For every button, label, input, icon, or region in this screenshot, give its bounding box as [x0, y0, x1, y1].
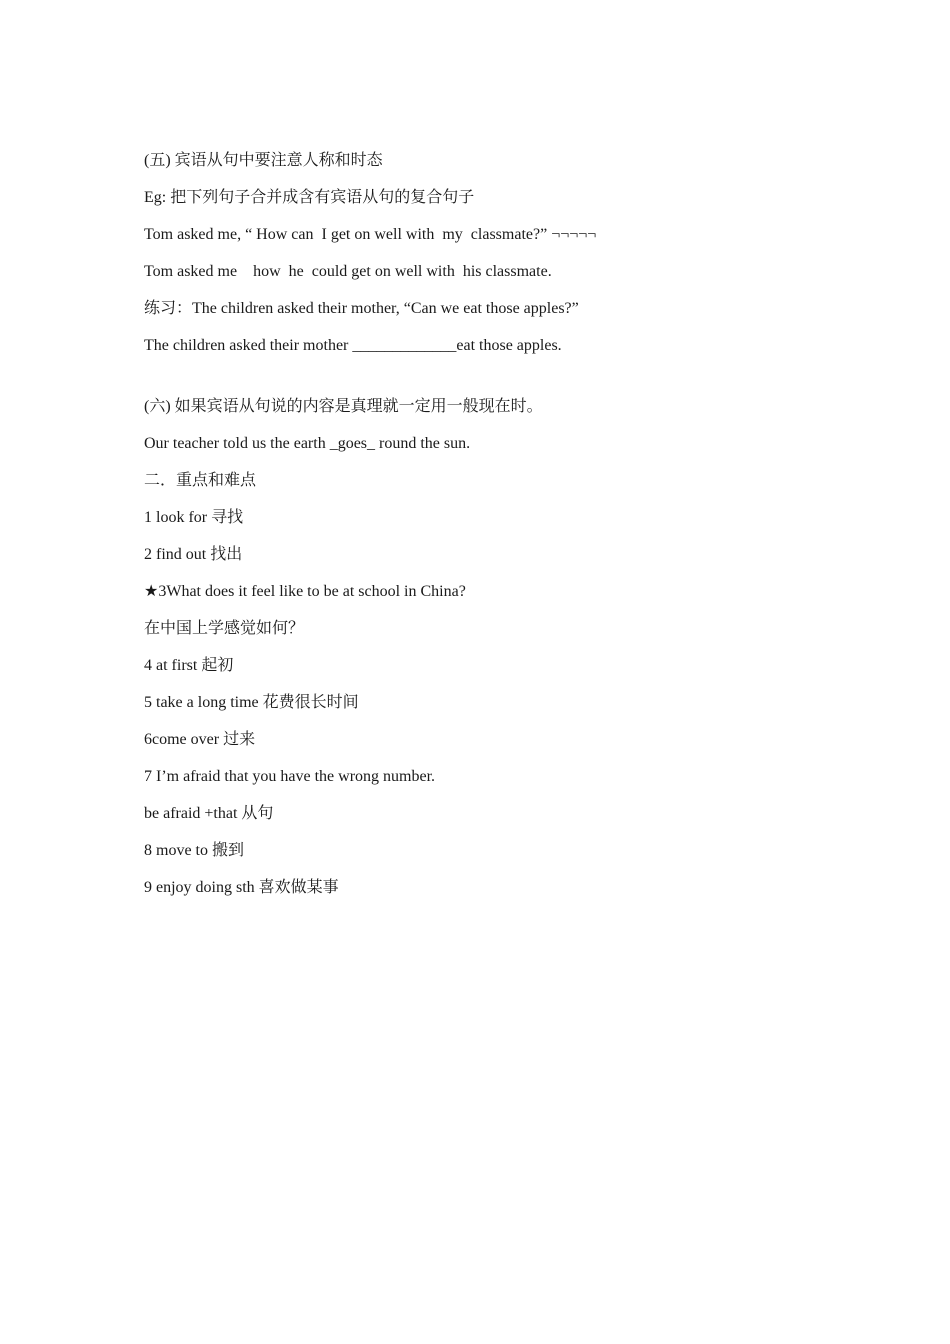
key-point-item: 5 take a long time 花费很长时间	[144, 694, 359, 711]
key-point-item: 6come over 过来	[144, 731, 256, 748]
key-points-heading: 二．重点和难点	[144, 472, 257, 489]
key-point-item: be afraid +that 从句	[144, 805, 274, 822]
section6-example: Our teacher told us the earth _goes_ round the sun.	[144, 435, 471, 452]
key-point-item: 7 I’m afraid that you have the wrong number.	[144, 768, 436, 785]
section5-exercise-answer: The children asked their mother _____________eat those apples.	[144, 337, 562, 354]
key-point-item: 在中国上学感觉如何？	[144, 620, 305, 637]
key-point-item: 2 find out 找出	[144, 546, 243, 563]
key-point-item: 8 move to 搬到	[144, 842, 244, 859]
section-spacer	[144, 370, 824, 394]
section5-example-indirect: Tom asked me how he could get on well with his classmate.	[144, 263, 552, 280]
key-point-item: 4 at first 起初	[144, 657, 234, 674]
key-point-item: 1 look for 寻找	[144, 509, 244, 526]
section5-example-direct: Tom asked me, “ How can I get on well with my classmate?” ¬¬¬¬¬	[144, 226, 597, 243]
section6-heading: (六) 如果宾语从句说的内容是真理就一定用一般现在时。	[144, 398, 543, 415]
document-body	[144, 148, 824, 912]
section5-heading: (五) 宾语从句中要注意人称和时态	[144, 152, 383, 169]
key-point-item: ★3What does it feel like to be at school in China?	[144, 583, 466, 600]
section5-eg-label: Eg: 把下列句子合并成含有宾语从句的复合句子	[144, 189, 475, 206]
section5-exercise-prompt: 练习：The children asked their mother, “Can we eat those apples?”	[144, 300, 579, 317]
key-point-item: 9 enjoy doing sth 喜欢做某事	[144, 879, 339, 896]
